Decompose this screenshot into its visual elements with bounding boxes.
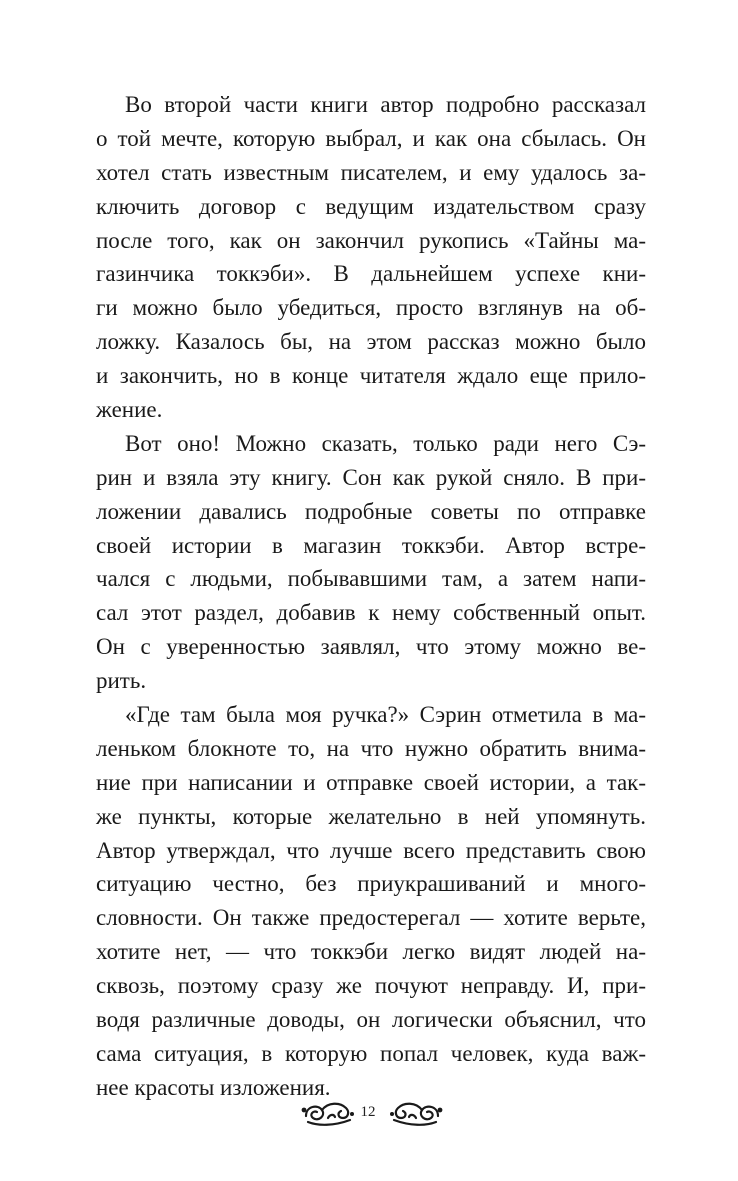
- text-line: рин и взяла эту книгу. Сон как рукой сняло. В при-: [96, 464, 646, 490]
- text-line: жение.: [96, 397, 163, 423]
- paragraph-1: [96, 88, 646, 427]
- text-line: после того, как он закончил рукопись «Тайны ма-: [96, 227, 646, 253]
- text-line: чался с людьми, побывавшими там, а затем напи-: [96, 566, 646, 592]
- text-line: ложку. Казалось бы, на этом рассказ можно было: [96, 329, 646, 355]
- text-line: своей истории в магазин токкэби. Автор встре-: [96, 532, 646, 558]
- text-line: Во второй части книги автор подробно рассказал: [125, 92, 646, 117]
- text-line: Автор утверждал, что лучше всего представить свою: [96, 837, 646, 863]
- text-line: ситуацию честно, без приукрашиваний и много-: [96, 871, 646, 897]
- text-line: хотите нет, — что токкэби легко видят людей на-: [96, 939, 646, 965]
- flourish-ornament-icon: [388, 1096, 444, 1130]
- body-text: [96, 88, 646, 1105]
- text-line: ги можно было убедиться, просто взглянув на об-: [96, 295, 646, 321]
- text-line: леньком блокноте то, на что нужно обратить внима-: [96, 735, 646, 761]
- text-line: сама ситуация, в которую попал человек, куда важ-: [96, 1040, 646, 1066]
- text-line: Вот оно! Можно сказать, только ради него Сэ-: [125, 430, 646, 456]
- text-line: газинчика токкэби». В дальнейшем успехе кни-: [96, 261, 646, 287]
- text-line: словности. Он также предостерегал — хотите верьте,: [96, 905, 646, 931]
- page-footer: [0, 1096, 738, 1132]
- text-line: сал этот раздел, добавив к нему собственный опыт.: [96, 600, 646, 626]
- text-line: водя различные доводы, он логически объяснил, что: [96, 1007, 646, 1033]
- page-number: 12: [360, 1104, 376, 1120]
- text-line: хотел стать известным писателем, и ему удалось за-: [96, 159, 646, 185]
- flourish-ornament-icon: [300, 1096, 356, 1130]
- paragraph-2: [96, 427, 646, 698]
- text-line: ние при написании и отправке своей истории, а так-: [96, 769, 646, 795]
- text-line: и закончить, но в конце читателя ждало еще прило-: [96, 363, 646, 389]
- text-line: «Где там была моя ручка?» Сэрин отметила в ма-: [125, 702, 646, 728]
- text-line: ключить договор с ведущим издательством сразу: [96, 193, 646, 219]
- text-line: Он с уверенностью заявлял, что этому можно ве-: [96, 634, 646, 660]
- text-line: нее красоты изложения.: [96, 1074, 331, 1100]
- text-line: ложении давались подробные советы по отправке: [96, 498, 646, 524]
- text-line: же пункты, которые желательно в ней упомянуть.: [96, 803, 646, 829]
- text-line: рить.: [96, 668, 147, 694]
- text-line: о той мечте, которую выбрал, и как она сбылась. Он: [96, 125, 646, 151]
- text-line: сквозь, поэтому сразу же почуют неправду. И, при-: [96, 973, 646, 999]
- paragraph-3: [96, 698, 646, 1105]
